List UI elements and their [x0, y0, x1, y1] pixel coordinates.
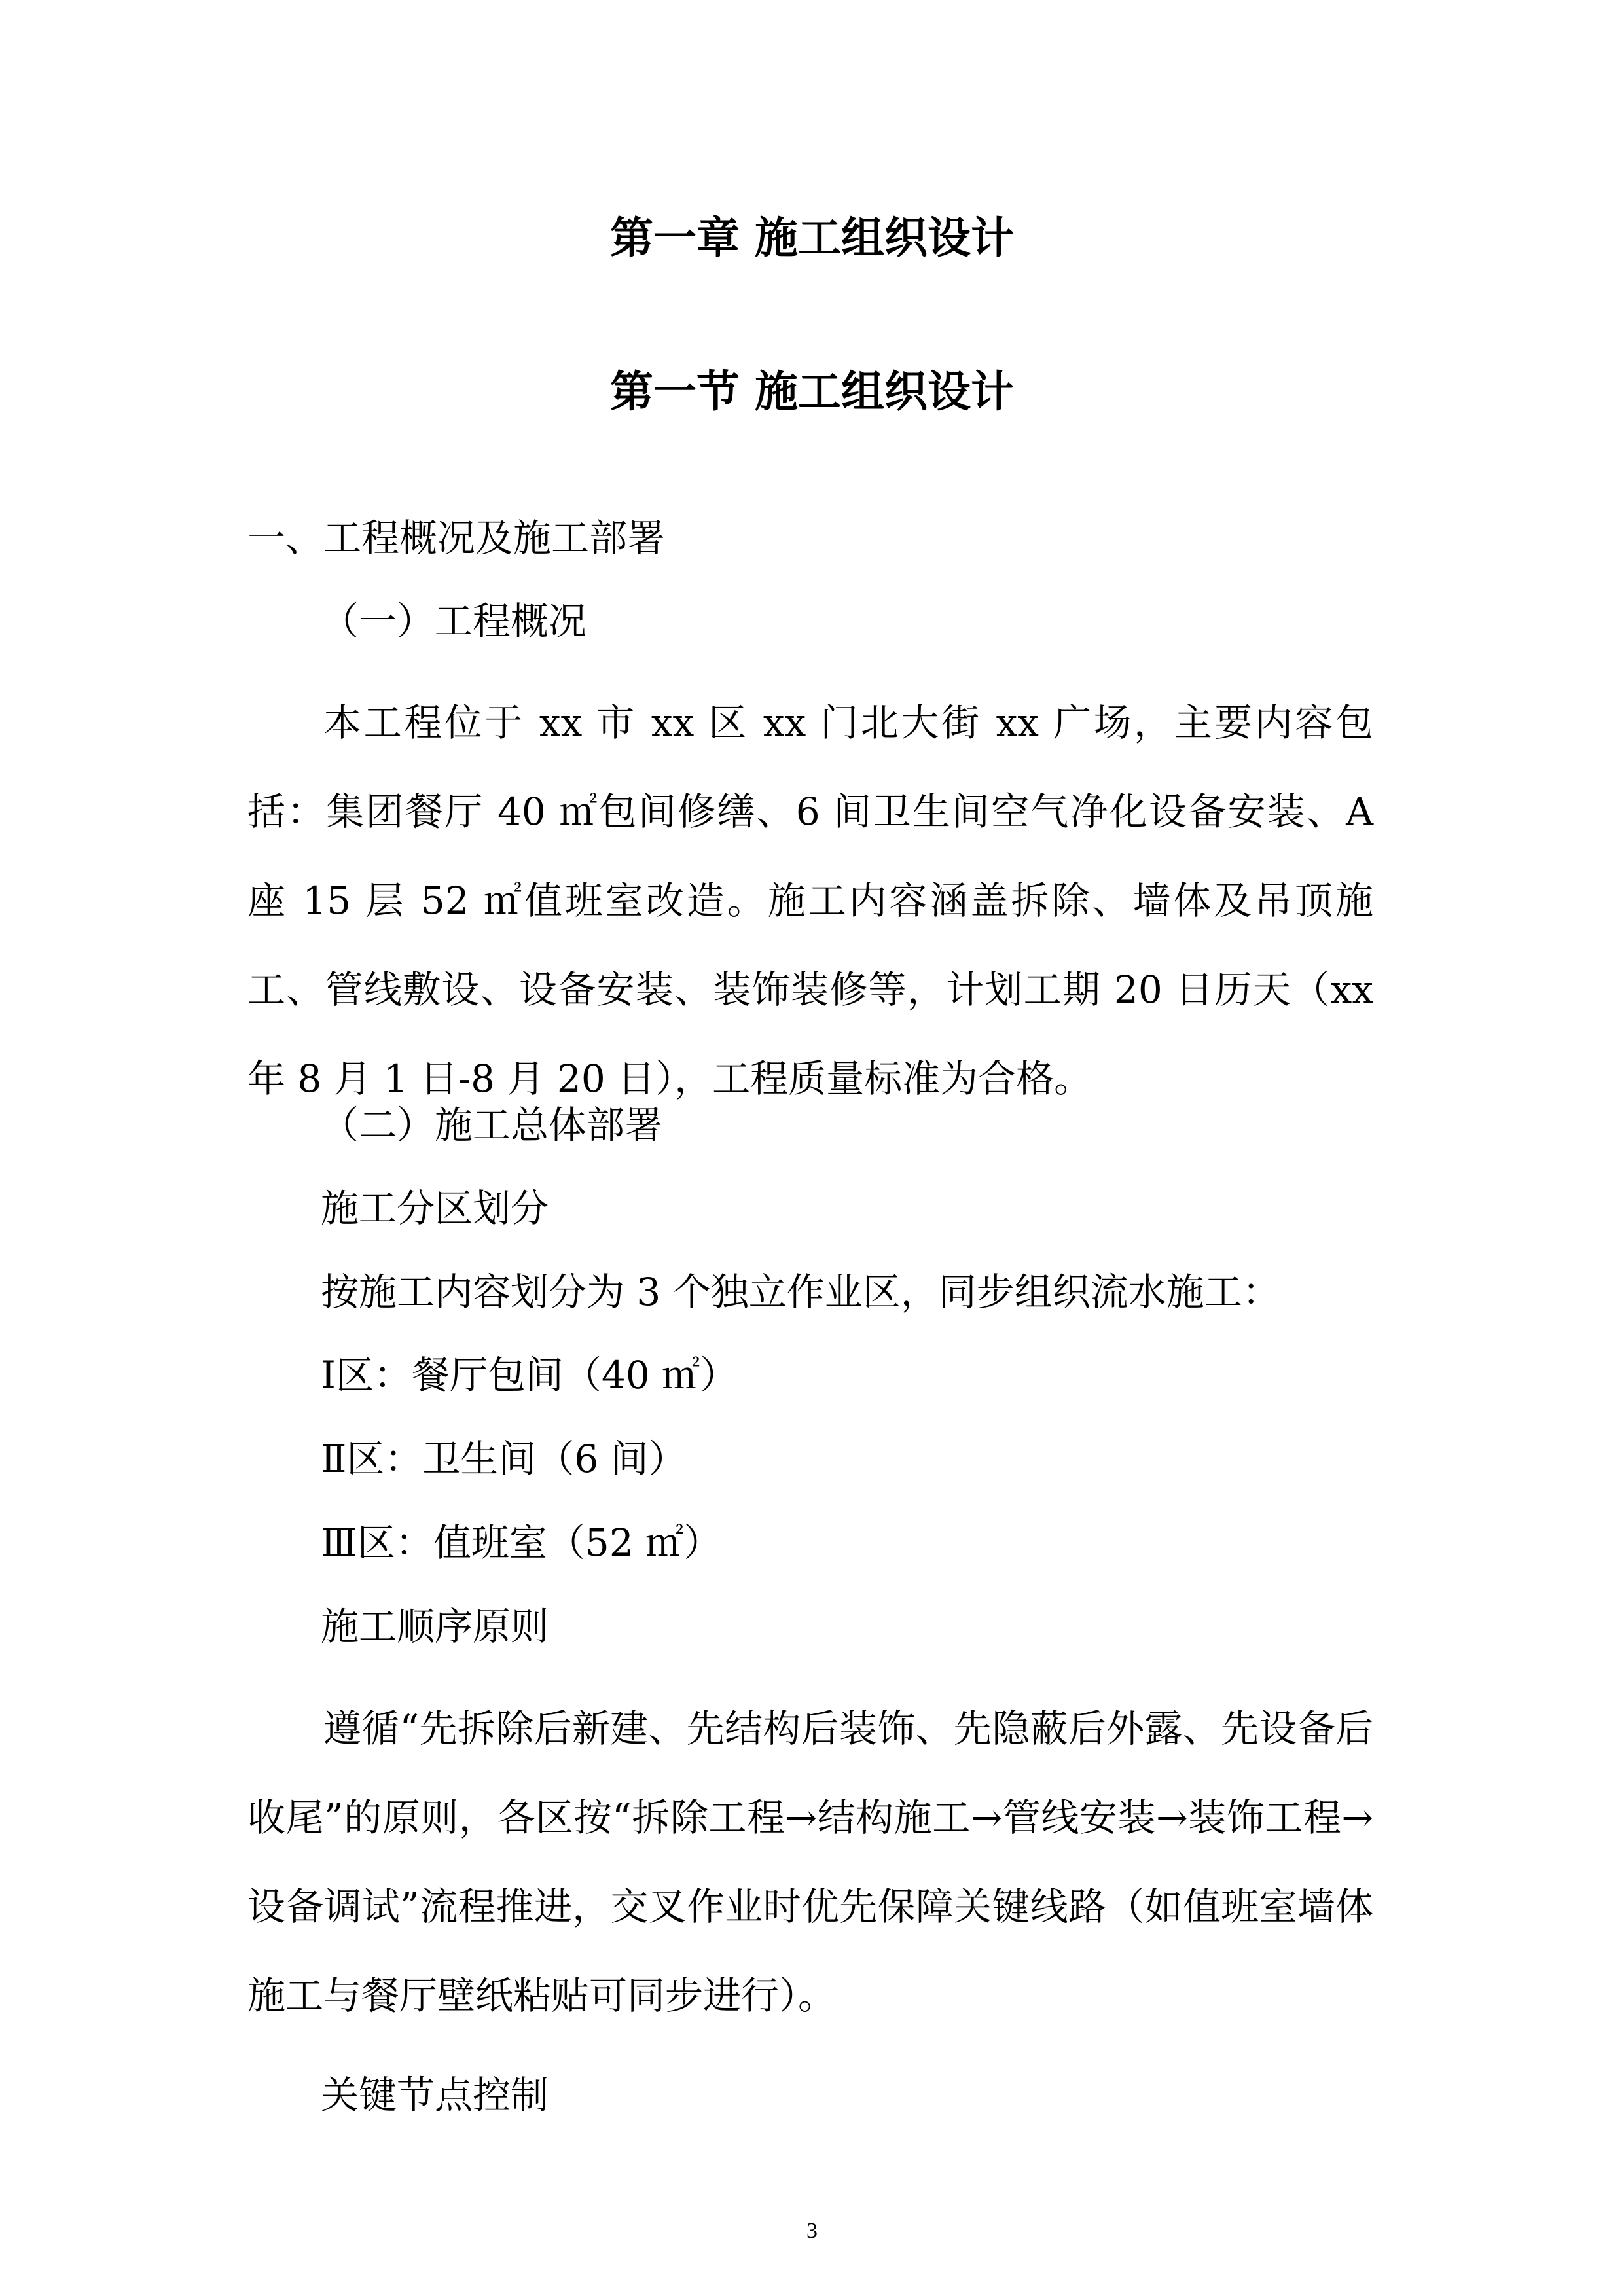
subheading-general-deployment: （二）施工总体部署 [321, 1103, 663, 1147]
zone-item-3: Ⅲ区：值班室（52 ㎡） [321, 1520, 722, 1565]
heading-project-overview-deployment: 一、工程概况及施工部署 [247, 516, 666, 560]
page-number: 3 [806, 2219, 818, 2243]
chapter-title: 第一章 施工组织设计 [610, 212, 1014, 263]
subheading-project-overview: （一）工程概况 [321, 599, 587, 643]
zone-item-2: Ⅱ区：卫生间（6 间） [321, 1437, 687, 1481]
key-nodes-title: 关键节点控制 [321, 2073, 549, 2117]
zoning-title: 施工分区划分 [321, 1186, 549, 1230]
zone-item-1: Ⅰ区：餐厅包间（40 ㎡） [321, 1353, 738, 1397]
paragraph-project-overview: 本工程位于 xx 市 xx 区 xx 门北大街 xx 广场，主要内容包括：集团餐厅 40 ㎡包间修缮、6 间卫生间空气净化设备安装、A 座 15 层 52 ㎡值班室改造。施工内容涵盖拆除、墙体及吊顶施工、管线敷设、设备安装、装饰装修等，计划工期 20 日历天（xx 年 8 月 1 日-8 月 20 日），工程质量标准为合格。 [247, 700, 1373, 1101]
zoning-intro: 按施工内容划分为 3 个独立作业区，同步组织流水施工： [321, 1270, 1280, 1314]
sequence-title: 施工顺序原则 [321, 1604, 549, 1649]
paragraph-construction-sequence: 遵循“先拆除后新建、先结构后装饰、先隐蔽后外露、先设备后收尾”的原则，各区按“拆除工程→结构施工→管线安装→装饰工程→设备调试”流程推进，交叉作业时优先保障关键线路（如值班室墙体施工与餐厅壁纸粘贴可同步进行）。 [247, 1706, 1373, 2018]
section-title: 第一节 施工组织设计 [610, 366, 1014, 417]
